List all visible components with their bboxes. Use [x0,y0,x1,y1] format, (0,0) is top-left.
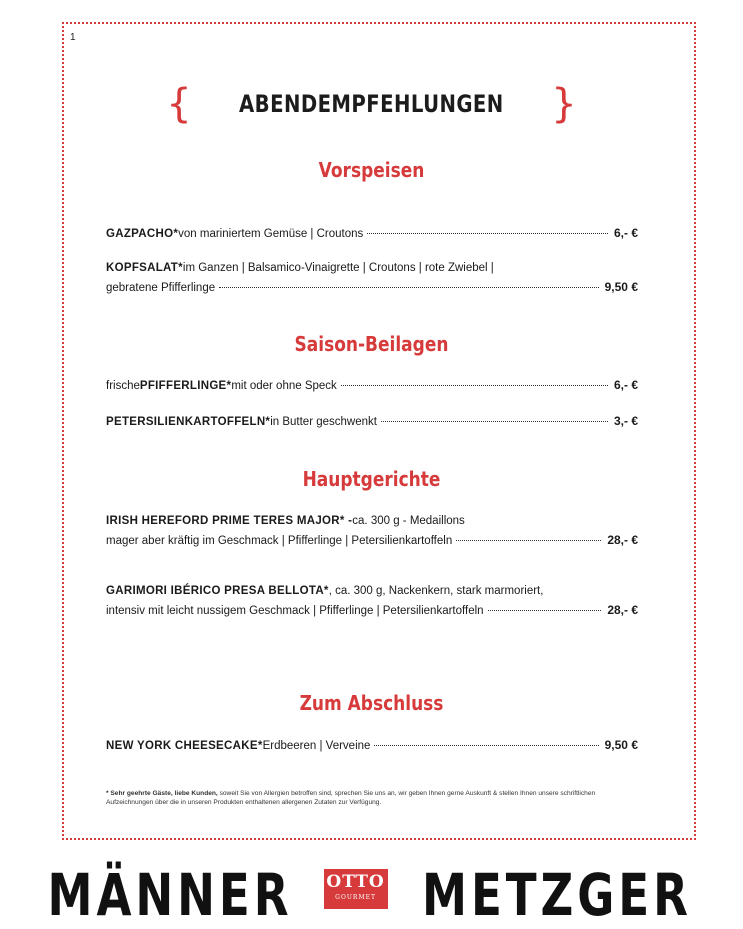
section-title-zum-abschluss: Zum Abschluss [299,691,444,715]
badge-subtext: GOURMET [335,894,376,901]
menu-item-teres-major [106,512,638,551]
item-price: 9,50 € [604,738,638,752]
item-description: von mariniertem Gemüse | Croutons [178,228,364,240]
allergen-footnote [106,789,638,807]
leader-dots [381,421,608,422]
menu-item-presa-bellota [106,582,638,621]
footnote-text: soweit Sie von Allergien betroffen sind, sprechen Sie uns an, wir geben Ihnen gerne Auskunft & stellen Ihnen unsere schriftlichen Aufzeichnungen über die in unseren Produkten enthaltenen allergenen Zutaten zur Verfügung. [106,790,596,806]
item-description-line2: gebratene Pfifferlinge [106,282,216,294]
menu-item-gazpacho [106,224,638,244]
item-name: GAZPACHO* [106,228,179,240]
page-number: 1 [70,32,76,43]
item-description: , ca. 300 g, Nackenkern, stark marmoriert, [328,585,544,597]
item-name: KOPFSALAT* [106,262,183,274]
section-title-saison-beilagen: Saison-Beilagen [294,332,449,356]
item-description-line2: mager aber kräftig im Geschmack | Pfifferlinge | Petersilienkartoffeln [106,535,453,547]
item-price: 3,- € [613,414,638,428]
item-description: Erdbeeren | Verveine [262,740,371,752]
item-description: im Ganzen | Balsamico-Vinaigrette | Croutons | rote Zwiebel | [182,262,494,274]
leader-dots [219,287,599,288]
item-price: 6,- € [613,378,638,392]
item-price: 28,- € [607,603,638,617]
item-prefix: frische [106,380,140,392]
item-description: mit oder ohne Speck [231,380,337,392]
right-brace: } [551,81,577,127]
otto-gourmet-badge [324,869,388,909]
item-description: in Butter geschwenkt [270,416,377,428]
item-name: GARIMORI IBÉRICO PRESA BELLOTA* [106,585,329,597]
badge-text: OTTO [326,872,385,892]
item-price: 9,50 € [604,280,638,294]
menu-header [0,81,743,127]
item-price: 28,- € [607,533,638,547]
menu-item-cheesecake [106,736,638,756]
section-title-hauptgerichte: Hauptgerichte [302,467,441,491]
menu-item-kopfsalat [106,259,638,298]
item-name: NEW YORK CHEESECAKE* [106,740,263,752]
item-price: 6,- € [613,226,638,240]
menu-item-pfifferlinge [106,376,638,396]
brand-logo [0,862,743,928]
item-name: PETERSILIENKARTOFFELN* [106,416,271,428]
logo-word-right: METZGER [422,861,692,929]
leader-dots [488,610,602,611]
leader-dots [367,233,608,234]
logo-word-left: MÄNNER [47,861,293,929]
menu-title: ABENDEMPFEHLUNGEN [239,90,504,118]
menu-item-petersilienkartoffeln [106,412,638,432]
leader-dots [341,385,608,386]
item-name: IRISH HEREFORD PRIME TERES MAJOR* - [106,515,353,527]
leader-dots [456,540,601,541]
item-description-line2: intensiv mit leicht nussigem Geschmack | Pfifferlinge | Petersilienkartoffeln [106,605,484,617]
footnote-greeting: * Sehr geehrte Gäste, liebe Kunden, [106,790,218,797]
item-description: ca. 300 g - Medaillons [352,515,465,527]
section-title-vorspeisen: Vorspeisen [318,158,425,182]
left-brace: { [166,81,192,127]
item-name: PFIFFERLINGE* [139,380,232,392]
leader-dots [374,745,598,746]
